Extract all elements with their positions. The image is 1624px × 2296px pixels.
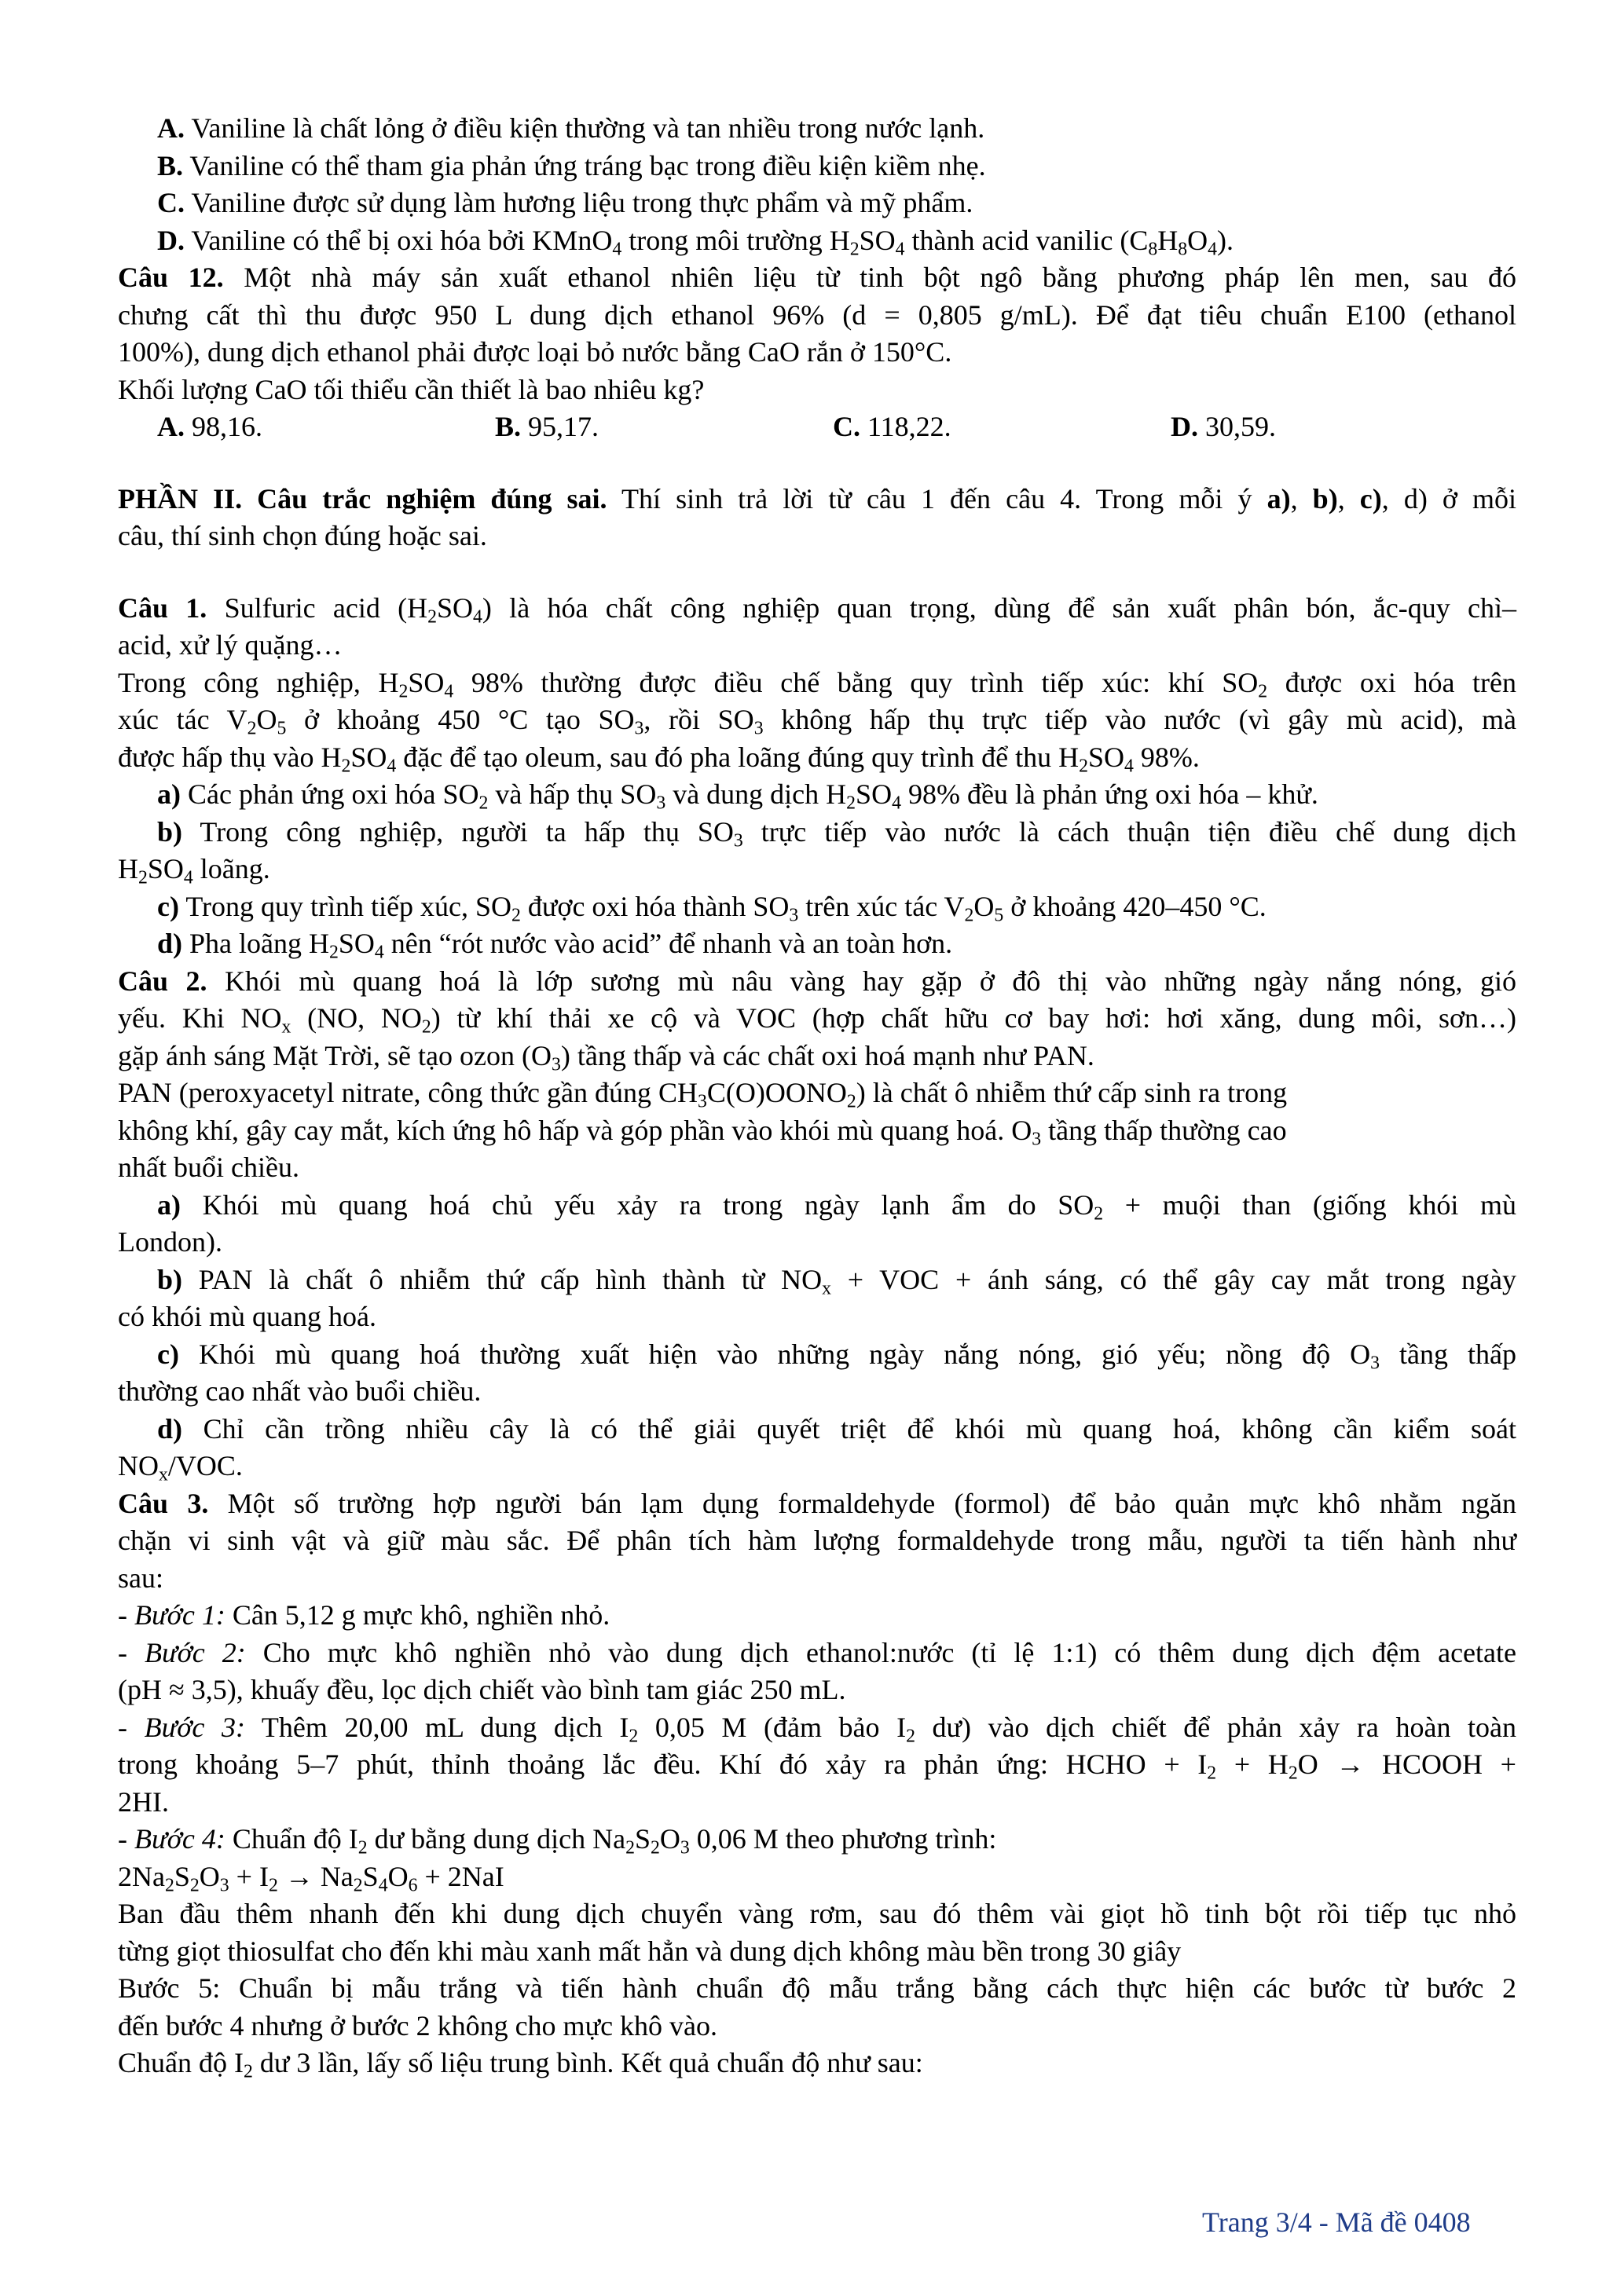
c1-line4: xúc tác $V_2O_5$ ở khoảng 450 °C tạo $SO_3$, rồi $SO_3$ không hấp thụ trực tiếp vào nước (vì gây mù acid), mà [118,704,1516,739]
q11-option-b: B. Vaniline có thể tham gia phản ứng tráng bạc trong điều kiện kiềm nhẹ. [157,149,986,181]
c2-statement-b: b) PAN là chất ô nhiễm thứ cấp hình thành từ $NO_x$ + VOC + ánh sáng, có thể gây cay mắt trong ngày [157,1263,1517,1299]
c2-line4: PAN (peroxyacetyl nitrate, công thức gần đúng $CH_3C(O)OONO_2$) là chất ô nhiễm thứ cấp sinh ra trong [118,1077,1288,1112]
c2-statement-c: c) Khói mù quang hoá thường xuất hiện vào những ngày nắng nóng, gió yếu; nồng độ $O_3$ tầng thấp [157,1338,1516,1374]
c3-line3: sau: [118,1562,163,1594]
q11-option-c: C. Vaniline được sử dụng làm hương liệu trong thực phẩm và mỹ phẩm. [157,187,973,218]
q12-option-b: B. 95,17. [495,411,599,442]
c2-statement-b-cont: có khói mù quang hoá. [118,1301,376,1332]
q12-stem-line2: chưng cất thì thu được 950 L dung dịch ethanol 96% (d = 0,805 g/mL). Để đạt tiêu chuẩn E100 (ethanol [118,298,1516,331]
c3-line2: chặn vi sinh vật và giữ màu sắc. Để phân tích hàm lượng formaldehyde trong mẫu, người ta tiến hành như [118,1525,1516,1556]
c3-step3-cont2: 2HI. [118,1785,169,1818]
c2-line6: nhất buổi chiều. [118,1152,299,1183]
c1-statement-d: d) Pha loãng $H_2SO_4$ nên “rót nước vào acid” để nhanh và an toàn hơn. [157,928,953,963]
c1-line3: Trong công nghiệp, $H_2SO_4$ 98% thường được điều chế bằng quy trình tiếp xúc: khí $SO_2$ được oxi hóa trên [118,666,1516,702]
c2-statement-d: d) Chỉ cần trồng nhiều cây là có thể giải quyết triệt để khói mù quang hoá, không cần kiểm soát [157,1412,1516,1445]
c3-note-line2: từng giọt thiosulfat cho đến khi màu xanh mất hẳn và dung dịch không màu bền trong 30 giây [118,1935,1182,1967]
q12-option-c: C. 118,22. [833,411,951,442]
c3-step3: - Bước 3: Thêm 20,00 mL dung dịch $I_2$ 0,05 M (đảm bảo $I_2$ dư) vào dịch chiết để phản xảy ra hoàn toàn [118,1711,1516,1747]
page-footer: Trang 3/4 - Mã đề 0408 [1202,2206,1471,2238]
c2-statement-a: a) Khói mù quang hoá chủ yếu xảy ra trong ngày lạnh ẩm do $SO_2$ + muội than (giống khói mù [157,1188,1517,1225]
c3-step2: - Bước 2: Cho mực khô nghiền nhỏ vào dung dịch ethanol:nước (tỉ lệ 1:1) có thêm dung dịch đệm acetate [118,1636,1516,1668]
q11-option-a: A. Vaniline là chất lỏng ở điều kiện thường và tan nhiều trong nước lạnh. [157,112,985,144]
c3-note-line1: Ban đầu thêm nhanh đến khi dung dịch chuyển vàng rơm, sau đó thêm vài giọt hồ tinh bột rồi tiếp tục nhỏ [118,1898,1516,1929]
part2-heading: PHẦN II. Câu trắc nghiệm đúng sai. Thí sinh trả lời từ câu 1 đến câu 4. Trong mỗi ý a), b), c), d) ở mỗi [118,482,1517,514]
q12-option-a: A. 98,16. [157,411,262,442]
c3-step4: - Bước 4: Chuẩn độ $I_2$ dư bằng dung dịch $Na_2S_2O_3$ 0,06 M theo phương trình: [118,1823,997,1858]
document-page [118,110,1516,2082]
q12-stem-line3: 100%), dung dịch ethanol phải được loại bỏ nước bằng CaO rắn ở 150°C. [118,336,952,368]
c3-line1: Câu 3. Một số trường hợp người bán lạm dụng formaldehyde (formol) để bảo quản mực khô nhằm ngăn [118,1487,1516,1519]
c2-line5: không khí, gây cay mắt, kích ứng hô hấp và góp phần vào khói mù quang hoá. $O_3$ tầng thấp thường cao [118,1114,1287,1150]
c2-statement-a-cont: London). [118,1226,222,1258]
part2-heading-line2: câu, thí sinh chọn đúng hoặc sai. [118,520,487,551]
c2-line2: yếu. Khi $NO_x$ (NO, $NO_2$) từ khí thải xe cộ và VOC (hợp chất hữu cơ bay hơi: hơi xăng, dung môi, sơn…) [118,1002,1516,1038]
q12-stem-line1: Câu 12. Một nhà máy sản xuất ethanol nhiên liệu từ tinh bột ngô bằng phương pháp lên men, sau đó [118,262,1517,293]
c1-line5: được hấp thụ vào $H_2SO_4$ đặc để tạo oleum, sau đó pha loãng đúng quy trình để thu $H_2SO_4$ 98%. [118,741,1200,777]
q12-stem-line4: Khối lượng CaO tối thiểu cần thiết là bao nhiêu kg? [118,373,705,405]
q11-option-d: D. Vaniline có thể bị oxi hóa bởi KMnO$_4$ trong môi trường $H_2SO_4$ thành acid vanilic $(C_8H_8O_4)$. [157,224,1234,260]
c3-step3-cont: trong khoảng 5–7 phút, thỉnh thoảng lắc đều. Khí đó xảy ra phản ứng: HCHO + $I_2 + H_2O$ → HCOOH + [118,1749,1516,1784]
c1-statement-a: a) Các phản ứng oxi hóa $SO_2$ và hấp thụ $SO_3$ và dung dịch $H_2SO_4$ 98% đều là phản ứng oxi hóa – khử. [157,778,1318,814]
c3-equation: $2Na_2S_2O_3 + I_2 \to Na_2S_4O_6 + 2NaI$ [118,1860,504,1896]
c1-statement-b-cont: $H_2SO_4$ loãng. [118,853,270,888]
q12-option-d: D. 30,59. [1171,411,1276,442]
c3-step5-cont: đến bước 4 nhưng ở bước 2 không cho mực khô vào. [118,2009,718,2041]
c2-statement-c-cont: thường cao nhất vào buổi chiều. [118,1375,482,1407]
c3-final-line: Chuẩn độ $I_2$ dư 3 lần, lấy số liệu trung bình. Kết quả chuẩn độ như sau: [118,2047,923,2082]
c1-line2: acid, xử lý quặng… [118,629,343,661]
c1-statement-b: b) Trong công nghiệp, người ta hấp thụ $SO_3$ trực tiếp vào nước là cách thuận tiện điều chế dung dịch [157,815,1516,851]
c1-statement-c: c) Trong quy trình tiếp xúc, $SO_2$ được oxi hóa thành $SO_3$ trên xúc tác $V_2O_5$ ở khoảng 420–450 °C. [157,890,1267,926]
c2-line1: Câu 2. Khói mù quang hoá là lớp sương mù nâu vàng hay gặp ở đô thị vào những ngày nắng nóng, gió [118,965,1517,997]
q12-options [118,408,1516,446]
c1-line1: Câu 1. Sulfuric acid $(H_2SO_4)$ là hóa chất công nghiệp quan trọng, dùng để sản xuất phân bón, ắc-quy chì– [118,591,1516,628]
c3-step1: - Bước 1: Cân 5,12 g mực khô, nghiền nhỏ. [118,1599,610,1631]
c2-line3: gặp ánh sáng Mặt Trời, sẽ tạo ozon $(O_3)$ tầng thấp và các chất oxi hoá mạnh như PAN. [118,1039,1094,1075]
c3-step5: Bước 5: Chuẩn bị mẫu trắng và tiến hành chuẩn độ mẫu trắng bằng cách thực hiện các bước từ bước 2 [118,1972,1516,2004]
c3-step2-cont: (pH ≈ 3,5), khuấy đều, lọc dịch chiết vào bình tam giác 250 mL. [118,1674,846,1705]
c2-statement-d-cont: $NO_x$/VOC. [118,1450,243,1485]
